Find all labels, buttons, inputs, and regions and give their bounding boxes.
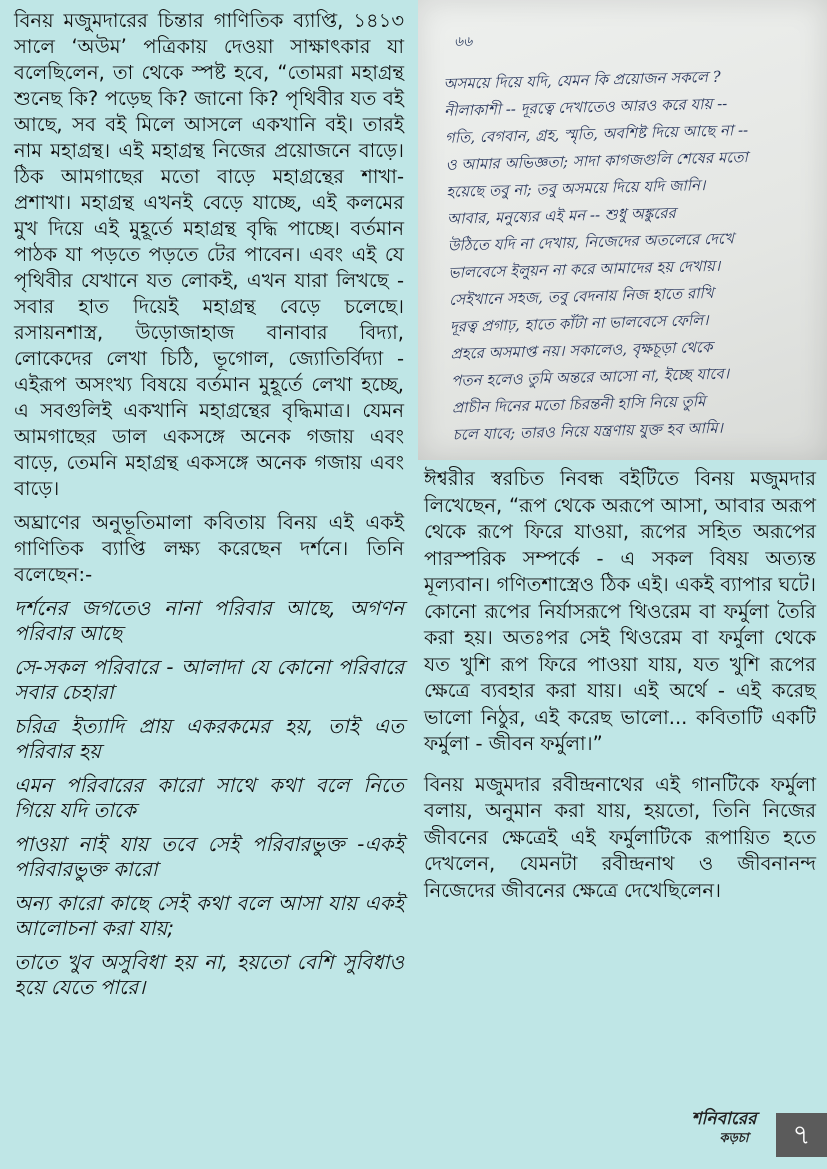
left-column	[14, 8, 404, 1009]
page-number: ৭	[776, 1113, 827, 1157]
magazine-logo	[680, 1108, 768, 1158]
manuscript-line: সেইখানে সহজ, তবু বেদনায় নিজ হাতে রাখি	[448, 283, 714, 309]
manuscript-page-number: ৬৬	[454, 34, 473, 50]
poem-line: দর্শনের জগতেও নানা পরিবার আছে, অগণন পরিবার আছে	[14, 596, 404, 645]
paragraph-formula: ঈশ্বরীর স্বরচিত নিবন্ধ বইটিতে বিনয় মজুমদার লিখেছেন, “রূপ থেকে অরূপে আসা, আবার অরূপ থেকে রূপে ফিরে যাওয়া, রূপের সহিত অরূপের পারস্পরিক সম্পর্কে - এ সকল বিষয় অত্যন্ত মূল্যবান। গণিতশাস্ত্রেও ঠিক এই। একই ব্যাপার ঘটে। কোনো রূপের নির্যাসরূপে থিওরেম বা ফর্মুলা তৈরি করা হয়। অতঃপর সেই থিওরেম বা ফর্মুলা থেকে যত খুশি রূপ ফিরে পাওয়া যায়, যত খুশি রূপের ক্ষেত্রে ব্যবহার করা যায়। এই অর্থে - এই করেছ ভালো নিঠুর, এই করেছ ভালো... কবিতাটি একটি ফর্মুলা - জীবন ফর্মুলা।”	[424, 467, 816, 755]
manuscript-line: উঠিতে যদি না দেখায়, নিজেদের অতলেরে দেখে	[447, 229, 735, 255]
manuscript-line: ভালবেসে ইলুয়ন না করে আমাদের হয় দেখায়।	[448, 256, 721, 282]
poem-line: এমন পরিবারের কারো সাথে কথা বলে নিতে গিয়ে যদি তাকে	[14, 773, 404, 822]
poem-line: চরিত্র ইত্যাদি প্রায় একরকমের হয়, তাই এত পরিবার হয়	[14, 714, 404, 763]
manuscript-line: পতন হলেও তুমি অন্তরে আসো না, ইচ্ছে যাবে।	[450, 364, 730, 390]
paragraph-poem-intro: অঘ্রাণের অনুভূতিমালা কবিতায় বিনয় এই একই গাণিতিক ব্যাপ্তি লক্ষ্য করেছেন দর্শনে। তিনি বলেছেন:-	[14, 511, 404, 586]
manuscript-photo	[418, 0, 827, 460]
logo-line-1: শনিবারের	[691, 1109, 757, 1129]
manuscript-line: দূরত্ব প্রগাঢ়, হাতে কাঁটা না ভালবেসে ফেলি।	[449, 311, 709, 336]
manuscript-line: অসময়ে দিয়ে যদি, যেমন কি প্রয়োজন সকলে ?	[443, 67, 721, 93]
manuscript-line: প্রাচীন দিনের মতো চিরন্তনী হাসি নিয়ে তুমি	[451, 392, 706, 417]
manuscript-line: আবার, মনুষ্যের এই মন -- শুধু অঙ্কুরের	[446, 203, 677, 228]
manuscript-line: গতি, বেগবান, গ্রহ, স্মৃতি, অবশিষ্ট দিয়ে আছে না --	[444, 120, 749, 147]
poem-line: সে-সকল পরিবারে - আলাদা যে কোনো পরিবারে সবার চেহারা	[14, 655, 404, 704]
poem-quote	[14, 596, 404, 1000]
poem-line: অন্য কারো কাছে সেই কথা বলে আসা যায় একই আলোচনা করা যায়;	[14, 891, 404, 940]
poem-line: তাতে খুব অসুবিধা হয় না, হয়তো বেশি সুবিধাও হয়ে যেতে পারে।	[14, 950, 404, 999]
paragraph-interview: বিনয় মজুমদারের চিন্তার গাণিতিক ব্যাপ্তি, ১৪১৩ সালে ‘অউম’ পত্রিকায় দেওয়া সাক্ষাৎকার যা বলেছিলেন, তা থেকে স্পষ্ট হবে, “তোমরা মহাগ্রন্থ শুনেছ কি? পড়েছ কি? জানো কি? পৃথিবীর যত বই আছে, সব বই মিলে আসলে একখানি বই। তারই নাম মহাগ্রন্থ। এই মহাগ্রন্থ নিজের প্রয়োজনে বাড়ে। ঠিক আমগাছের মতো বাড়ে মহাগ্রন্থের শাখা-প্রশাখা। মহাগ্রন্থ এখনই বেড়ে যাচ্ছে, এই কলমের মুখ দিয়ে এই মুহূর্তে মহাগ্রন্থ বৃদ্ধি পাচ্ছে। বর্তমান পাঠক যা পড়তে পড়তে টের পাবেন। এবং এই যে পৃথিবীর যেখানে যত লোকই, এখন যারা লিখছে - সবার হাত দিয়েই মহাগ্রন্থ বেড়ে চলেছে। রসায়নশাস্ত্র, উড়োজাহাজ বানাবার বিদ্যা, লোকেদের লেখা চিঠি, ভূগোল, জ্যোতির্বিদ্যা - এইরূপ অসংখ্য বিষয়ে বর্তমান মুহূর্তে লেখা হচ্ছে, এ সবগুলিই একখানি মহাগ্রন্থের বৃদ্ধিমাত্র। যেমন আমগাছের ডাল একসঙ্গে অনেক গজায় এবং বাড়ে, তেমনি মহাগ্রন্থ একসঙ্গে অনেক গজায় এবং বাড়ে।	[14, 9, 404, 500]
right-column	[424, 466, 816, 918]
manuscript-line: প্রহরে অসমাপ্ত নয়। সকালেও, বৃক্ষচূড়া থেকে	[450, 337, 713, 363]
logo-line-2: কড়চা	[719, 1131, 749, 1146]
manuscript-line: হয়েছে তবু না; তবু অসময়ে দিয়ে যদি জানি।	[446, 176, 706, 201]
manuscript-handwriting	[443, 61, 823, 449]
poem-line: পাওয়া নাই যায় তবে সেই পরিবারভুক্ত -একই পরিবারভুক্ত কারো	[14, 832, 404, 881]
manuscript-line: ও আমার অভিজ্ঞতা; সাদা কাগজগুলি শেষের মতো	[445, 147, 749, 174]
paragraph-conclusion: বিনয় মজুমদার রবীন্দ্রনাথের এই গানটিকে ফর্মুলা বলায়, অনুমান করা যায়, হয়তো, তিনি নিজের জীবনের ক্ষেত্রেই এই ফর্মুলাটিকে রূপায়িত হতে দেখলেন, যেমনটা রবীন্দ্রনাথ ও জীবনানন্দ নিজেদের জীবনের ক্ষেত্রে দেখেছিলেন।	[424, 772, 816, 902]
manuscript-line: চলে যাবে; তারও নিয়ে যন্ত্রণায় যুক্ত হব আমি।	[452, 418, 724, 444]
manuscript-line: নীলাকাশী -- দূরত্বে দেখাতেও আরও করে যায় --	[443, 94, 728, 120]
